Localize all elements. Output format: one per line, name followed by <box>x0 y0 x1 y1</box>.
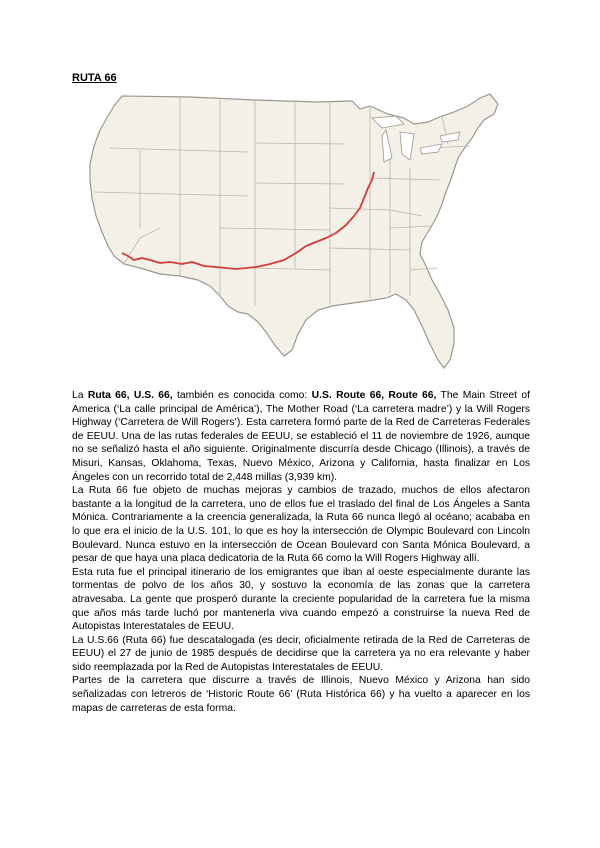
bold-term: U.S. Route 66, Route 66, <box>311 390 437 401</box>
paragraph-4 <box>72 634 530 675</box>
paragraph-5 <box>72 674 530 715</box>
paragraph-1 <box>72 389 530 484</box>
paragraph-text: The Main Street of America (‘La calle principal de América’), The Mother Road (‘La carretera madre’) y la Will Rogers Highway (‘Carretera de Will Rogers’). Esta carretera formó parte de la Red de Carreteras Federales de EEUU. Una de las rutas federales de EEUU, se estableció el 11 de noviembre de 1926, aunque no se señalizó hasta el año siguiente. Originalmente discurría desde Chicago (Illinois), a través de Misuri, Kansas, Oklahoma, Texas, Nuevo México, Arizona y California, hasta finalizar en Los Ángeles con un recorrido total de 2,448 millas (3,939 km). <box>72 390 531 483</box>
us-map <box>70 88 530 378</box>
us-land <box>90 94 498 368</box>
document-title: RUTA 66 <box>72 72 117 84</box>
article-body <box>72 389 530 715</box>
paragraph-text: Partes de la carretera que discurre a través de Illinois, Nuevo México y Arizona han sido señalizadas con letreros de ‘Historic Route 66’ (Ruta Histórica 66) y ha vuelto a aparecer en los mapas de carreteras de esta forma. <box>72 675 530 714</box>
paragraph-text: Esta ruta fue el principal itinerario de los emigrantes que iban al oeste especialmente durante las tormentas de polvo de los años 30, y sostuvo la economía de las zonas que la carretera atravesaba. La gente que prosperó durante la creciente popularidad de la carretera fue la misma que años más tarde luchó por mantenerla viva cuando empezó a construirse la nueva Red de Autopistas Interestatales de EEUU. <box>72 566 530 633</box>
bold-term: Ruta 66, U.S. 66, <box>87 390 173 401</box>
us-map-figure <box>70 88 530 378</box>
paragraph-3 <box>72 566 530 634</box>
paragraph-2 <box>72 484 530 566</box>
paragraph-text: La Ruta 66 fue objeto de muchas mejoras y cambios de trazado, muchos de ellos afectaron bastante a la longitud de la carretera, uno de ellos fue el traslado del final de Los Ángeles a Santa Mónica. Contrariamente a la creencia generalizada, la Ruta 66 nunca llegó al océano; acababa en lo que era el inicio de la U.S. 101, lo que es hoy la intersección de Olympic Boulevard con Lincoln Boulevard. Nunca estuvo en la intersección de Ocean Boulevard con Santa Mónica Boulevard, a pesar de que haya una placa dedicatoria de la Ruta 66 como la Will Rogers Highway allí. <box>72 485 530 565</box>
paragraph-text: La U.S.66 (Ruta 66) fue descatalogada (es decir, oficialmente retirada de la Red de Carreteras de EEUU) el 27 de junio de 1985 después de decidirse que la carretera ya no era relevante y haber sido reemplazada por la Red de Autopistas Interestatales de EEUU. <box>72 634 530 673</box>
paragraph-text: también es conocida como: <box>172 390 312 401</box>
paragraph-text: La <box>72 390 88 401</box>
